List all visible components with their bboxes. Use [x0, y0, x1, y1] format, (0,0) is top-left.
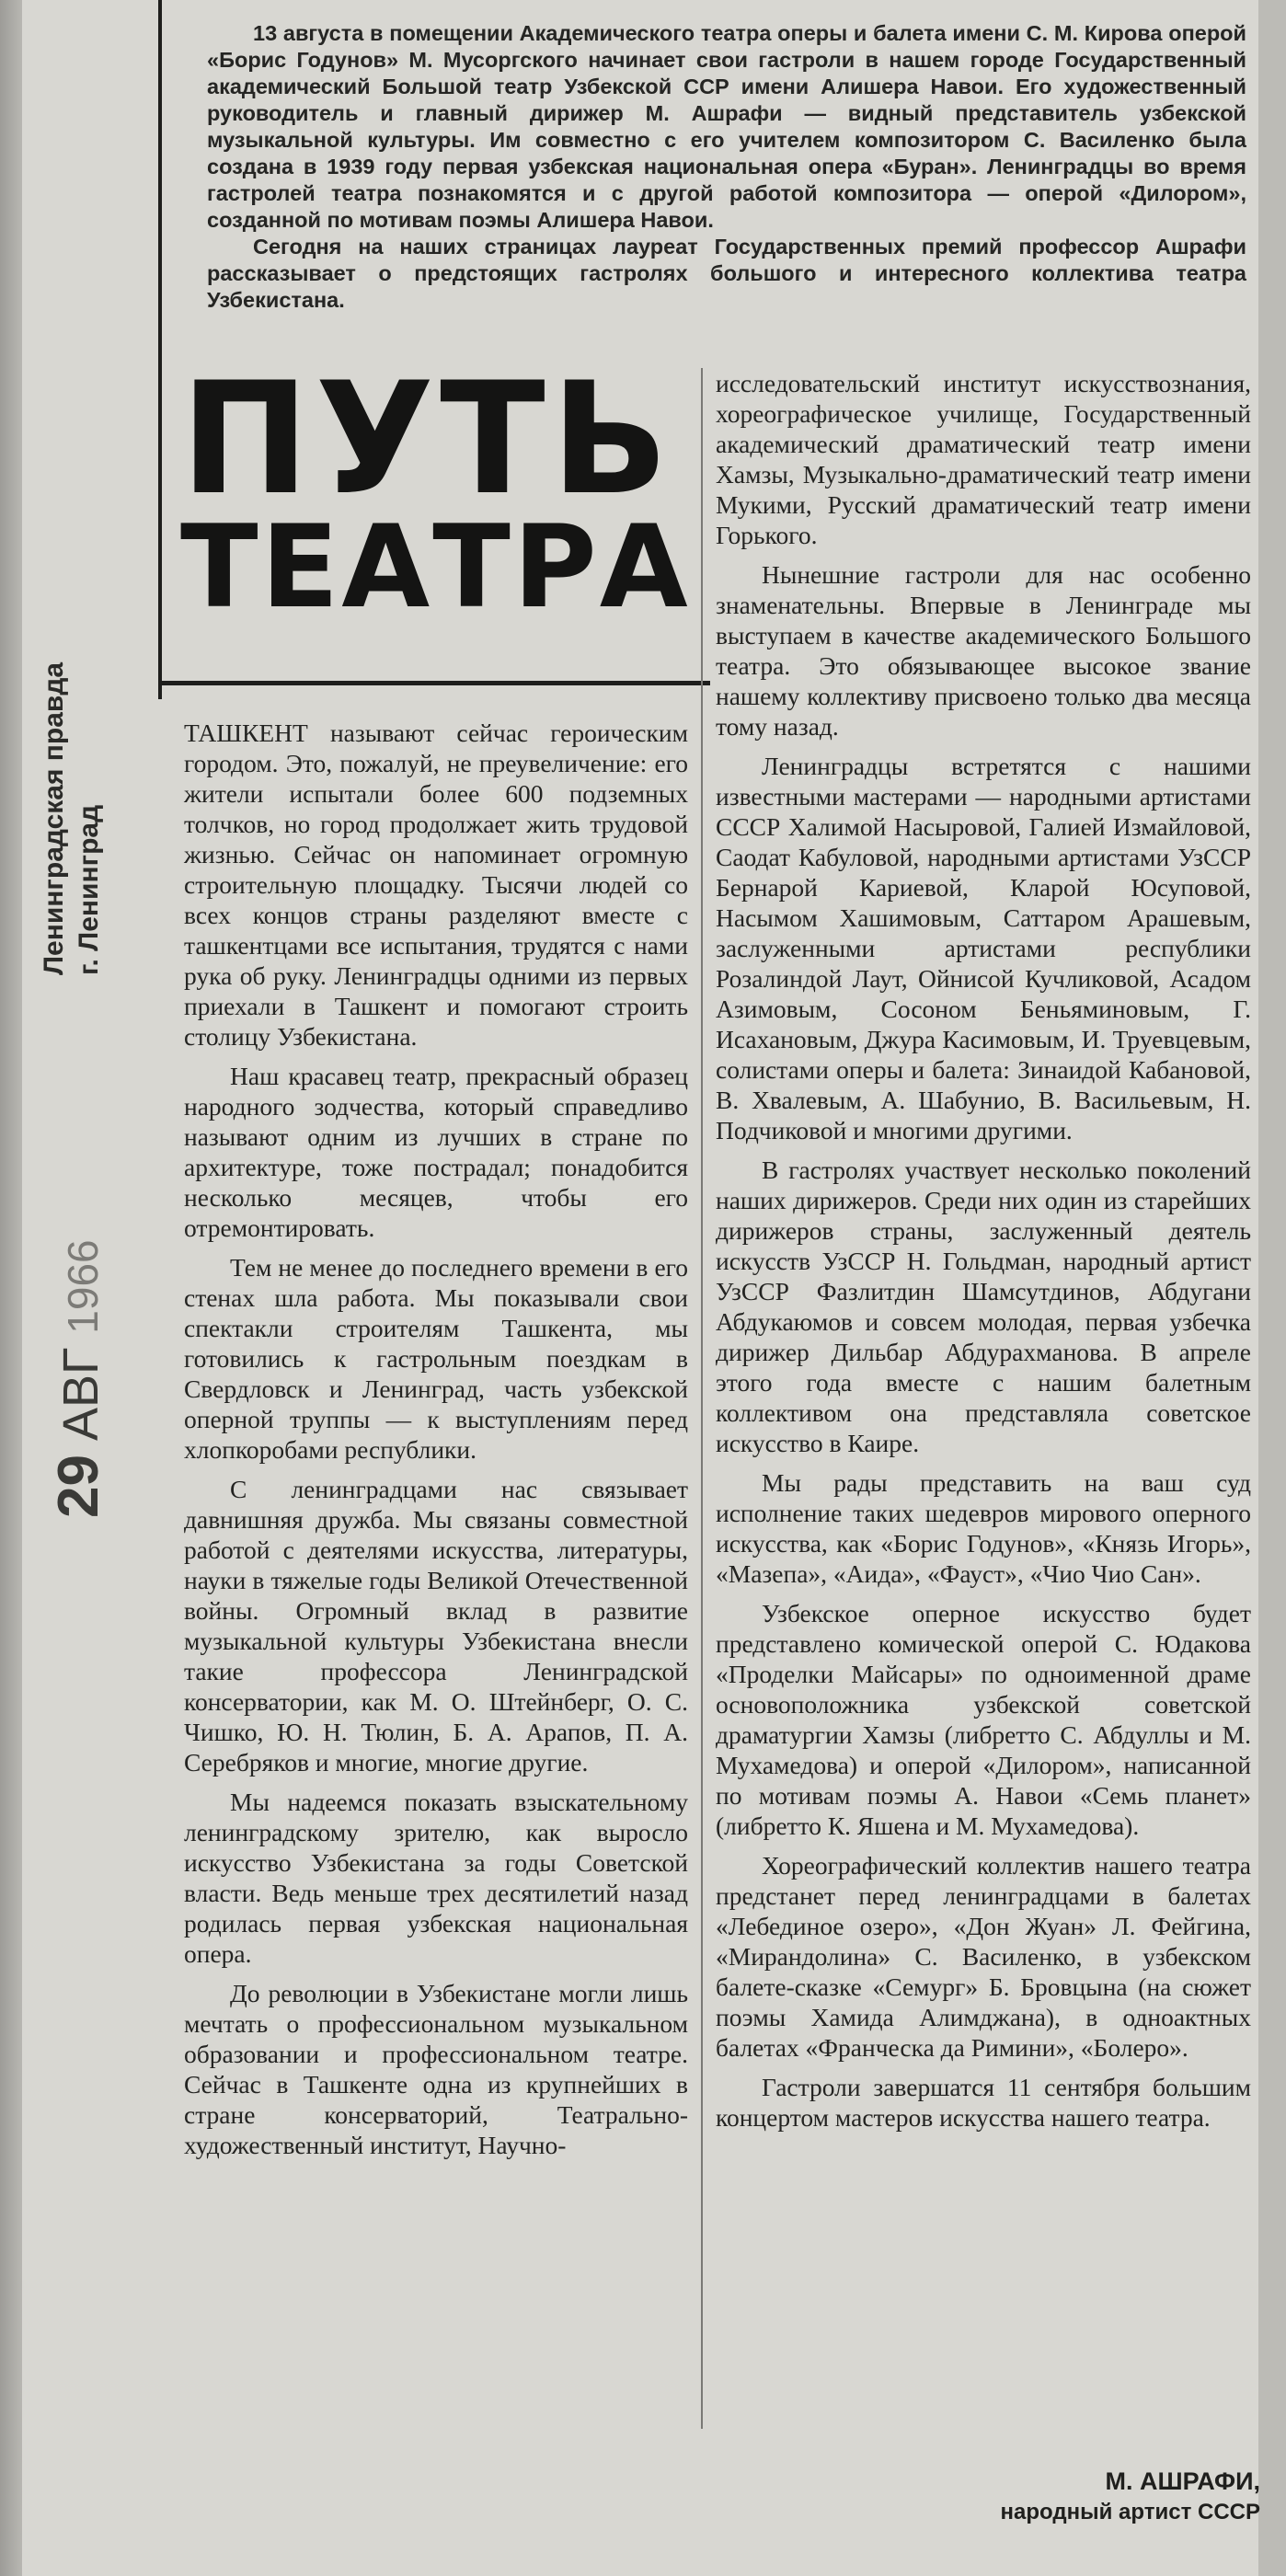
paragraph: Нынешние гастроли для нас особенно знаменательны. Впервые в Ленинграде мы выступаем в качестве академического Большого театра. Это обязывающее высокое звание нашему коллективу присвоено только два месяца тому назад.	[716, 560, 1251, 741]
stamp-year: 1966	[59, 1239, 107, 1334]
paragraph: Ленинградцы встретятся с нашими известными мастерами — народными артистами СССР Халимой Насыровой, Галией Измайловой, Саодат Кабуловой, народными артистами УзССР Бернарой Кариевой, Кларой Юсуповой, Насымом Хашимовым, Саттаром Арашевым, заслуженными артистами республики Розалиндой Лаут, Ойнисой Кучликовой, Асадом Азимовым, Сосоном Беньяминовым, Г. Исахановым, Джура Касимовым, И. Труевцевым, солистами оперы и балета: Зинаидой Кабановой, В. Хвалевым, А. Шабунио, В. Васильевым, Н. Подчиковой и многими другими.	[716, 752, 1251, 1144]
headline-line-2: ТЕАТРА	[180, 501, 691, 634]
author-name: М. АШРАФИ,	[1105, 2467, 1260, 2495]
paragraph: Тем не менее до последнего времени в его стенах шла работа. Мы показывали свои спектакли строителям Ташкента, мы готовились к гастрольным поездкам в Свердловск и Ленинград, часть узбекской оперной труппы — к выступлениям перед хлопкоробами республики.	[184, 1253, 688, 1464]
stamp-day: 29	[47, 1455, 110, 1518]
paragraph: До революции в Узбекистане могли лишь мечтать о профессиональном музыкальном образовании и профессиональном театре. Сейчас в Ташкенте одна из крупнейших в стране консерваторий, Театрально-художественный институт, Научно-	[184, 1979, 688, 2159]
article-column-left	[184, 718, 688, 2169]
paragraph: Наш красавец театр, прекрасный образец народного зодчества, который справедливо называют одним из лучших в стране по архитектуре, тоже пострадал; понадобится несколько месяцев, чтобы его отремонтировать.	[184, 1062, 688, 1242]
paragraph: Узбекское оперное искусство будет представлено комической оперой С. Юдакова «Проделки Майсары» по одноименной драме основоположника узбекской советской драматургии Хамзы (либретто С. Абдуллы и М. Мухамедова) и оперой «Дилором», написанной по мотивам поэмы А. Навои «Семь планет» (либретто К. Яшена и М. Мухамедова).	[716, 1599, 1251, 1840]
paragraph: Хореографический коллектив нашего театра предстанет перед ленинградцами в балетах «Лебединое озеро», «Дон Жуан» Л. Фейгина, «Мирандолина» С. Василенко, в узбекском балете-сказке «Семург» Б. Бровцына (на сюжет поэмы Хамида Алимджана), в одноактных балетах «Франческа да Римини», «Болеро».	[716, 1851, 1251, 2062]
date-stamp	[46, 1168, 120, 1518]
author-role: народный артист СССР	[1000, 2500, 1260, 2524]
column-divider	[701, 368, 703, 2429]
scan-edge	[0, 0, 22, 2576]
article-headline	[180, 349, 714, 634]
lead-text-1: 13 августа в помещении Академического театра оперы и балета имени С. М. Кирова оперой «Борис Годунов» М. Мусоргского начинает свои гастроли в нашем городе Государственный академический Большой театр Узбекской ССР имени Алишера Навои. Его художественный руководитель и главный дирижер М. Ашрафи — видный представитель узбекской музыкальной культуры. Им совместно с его учителем композитором С. Василенко была создана в 1939 году первая узбекская национальная опера «Буран». Ленинградцы во время гастролей театра познакомятся и с другой работой композитора — оперой «Дилором», созданной по мотивам поэмы Алишера Навои.	[207, 21, 1246, 232]
source-label	[37, 497, 120, 975]
header-frame-left	[158, 0, 162, 699]
paragraph: С ленинградцами нас связывает давнишняя дружба. Мы связаны совместной работой с деятелями искусства, литературы, науки в тяжелые годы Великой Отечественной войны. Огромный вклад в развитие музыкальной культуры Узбекистана внесли такие профессора Ленинградской консерватории, как М. О. Штейнберг, О. С. Чишко, Ю. Н. Тюлин, Б. А. Арапов, П. А. Серебряков и многие, многие другие.	[184, 1475, 688, 1777]
lead-text-2: Сегодня на наших страницах лауреат Государственных премий профессор Ашрафи рассказывает о предстоящих гастролях большого и интересного коллектива театра Узбекистана.	[207, 235, 1246, 312]
header-frame-bottom	[158, 681, 710, 685]
headline-line-1: ПУТЬ	[180, 349, 674, 529]
paragraph: ТАШКЕНТ называют сейчас героическим городом. Это, пожалуй, не преувеличение: его жители испытали более 600 подземных толчков, но город продолжает жить трудовой жизнью. Сейчас он напоминает огромную строительную площадку. Тысячи людей со всех концов страны разделяют вместе с ташкентцами все испытания, трудятся с нами рука об руку. Ленинградцы одними из первых приехали в Ташкент и помогают строить столицу Узбекистана.	[184, 719, 688, 1051]
author-signature	[874, 2466, 1260, 2528]
paragraph: Мы рады представить на ваш суд исполнение таких шедевров мирового оперного искусства, как «Борис Годунов», «Князь Игорь», «Мазепа», «Аида», «Фауст», «Чио Чио Сан».	[716, 1468, 1251, 1588]
source-newspaper: Ленинградская правда	[39, 661, 69, 975]
paragraph: В гастролях участвует несколько поколений наших дирижеров. Среди них один из старейших дирижеров страны, заслуженный деятель искусств УзССР Н. Гольдман, народный артист УзССР Фазлитдин Шамсутдинов, Абдугани Абдукаюмов и совсем молодая, первая узбечка дирижер Дильбар Абдурахманова. В апреле этого года вместе с нашим балетным коллективом она представляла советское искусство в Каире.	[716, 1156, 1251, 1457]
source-city: г. Ленинград	[74, 804, 104, 975]
article-column-right	[716, 368, 1251, 2142]
scan-edge-right	[1258, 0, 1286, 2576]
stamp-month: АВГ	[53, 1347, 109, 1442]
lead-paragraph	[207, 20, 1246, 314]
paragraph: Мы надеемся показать взыскательному ленинградскому зрителю, как выросло искусство Узбекистана за годы Советской власти. Ведь меньше трех десятилетий назад родилась первая узбекская национальная опера.	[184, 1788, 688, 1968]
paragraph: исследовательский институт искусствознания, хореографическое училище, Государственный академический драматический театр имени Хамзы, Музыкально-драматический театр имени Мукими, Русский драматический театр имени Горького.	[716, 369, 1251, 549]
paragraph: Гастроли завершатся 11 сентября большим концертом мастеров искусства нашего театра.	[716, 2073, 1251, 2132]
